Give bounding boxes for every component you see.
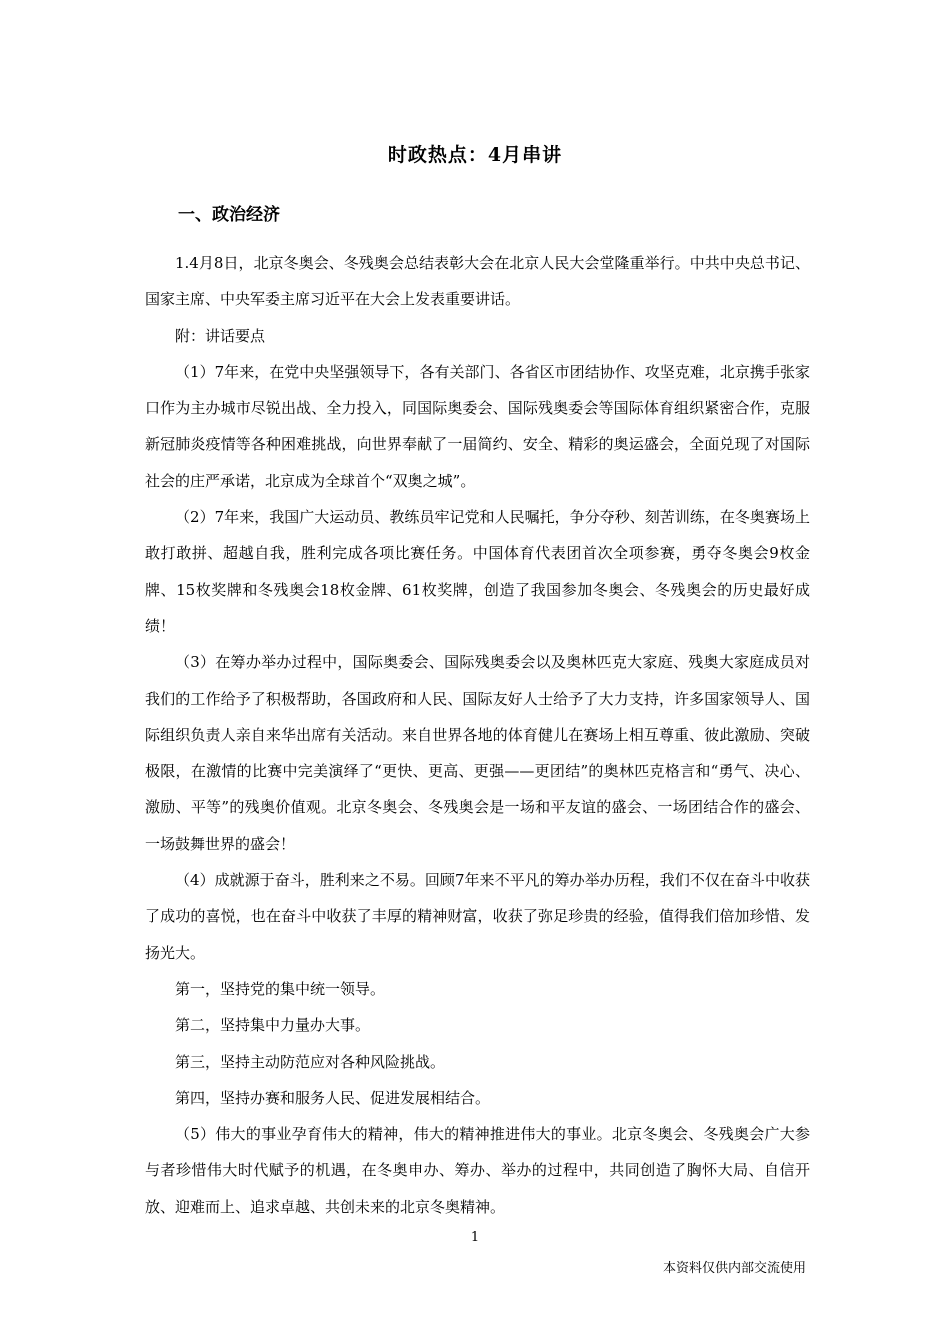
document-body	[145, 245, 810, 1225]
page-title: 时政热点：4月串讲	[387, 144, 563, 166]
list-item-fourth: 第四，坚持办赛和服务人民、促进发展相结合。	[175, 1088, 491, 1107]
list-item-second: 第二，坚持集中力量办大事。	[175, 1016, 371, 1035]
paragraph-appendix-label: 附：讲话要点	[175, 326, 266, 345]
section-heading: 一、政治经济	[178, 205, 280, 225]
paragraph-point-1: （1）7年来，在党中央坚强领导下，各有关部门、各省区市团结协作、攻坚克难，北京携手张家口作为主办城市尽锐出战、全力投入，同国际奥委会、国际残奥委会等国际体育组织紧密合作，克服新冠肺炎疫情等各种困难挑战，向世界奉献了一届简约、安全、精彩的奥运盛会，全面兑现了对国际社会的庄严承诺，北京成为全球首个“双奥之城”。	[145, 362, 810, 490]
paragraph-point-5: （5）伟大的事业孕育伟大的精神，伟大的精神推进伟大的事业。北京冬奥会、冬残奥会广大参与者珍惜伟大时代赋予的机遇，在冬奥申办、筹办、举办的过程中，共同创造了胸怀大局、自信开放、迎难而上、追求卓越、共创未来的北京冬奥精神。	[145, 1125, 810, 1216]
page-number: 1	[470, 1230, 480, 1245]
paragraph-point-2: （2）7年来，我国广大运动员、教练员牢记党和人民嘱托，争分夺秒、刻苦训练，在冬奥赛场上敢打敢拼、超越自我，胜利完成各项比赛任务。中国体育代表团首次全项参赛，勇夺冬奥会9枚金牌、15枚奖牌和冬残奥会18枚金牌、61枚奖牌，创造了我国参加冬奥会、冬残奥会的历史最好成绩！	[145, 508, 810, 635]
list-item-third: 第三，坚持主动防范应对各种风险挑战。	[175, 1052, 446, 1071]
footer-note: 本资料仅供内部交流使用	[662, 1261, 806, 1276]
list-item-first: 第一，坚持党的集中统一领导。	[175, 979, 386, 998]
paragraph-point-3: （3）在筹办举办过程中，国际奥委会、国际残奥委会以及奥林匹克大家庭、残奥大家庭成员对我们的工作给予了积极帮助，各国政府和人民、国际友好人士给予了大力支持，许多国家领导人、国际组织负责人亲自来华出席有关活动。来自世界各地的体育健儿在赛场上相互尊重、彼此激励、突破极限，在激情的比赛中完美演绎了“更快、更高、更强——更团结”的奥林匹克格言和“勇气、决心、激励、平等”的残奥价值观。北京冬奥会、冬残奥会是一场和平友谊的盛会、一场团结合作的盛会、一场鼓舞世界的盛会！	[145, 653, 810, 853]
paragraph-intro: 1.4月8日，北京冬奥会、冬残奥会总结表彰大会在北京人民大会堂隆重举行。中共中央总书记、国家主席、中央军委主席习近平在大会上发表重要讲话。	[145, 254, 810, 309]
paragraph-point-4: （4）成就源于奋斗，胜利来之不易。回顾7年来不平凡的筹办举办历程，我们不仅在奋斗中收获了成功的喜悦，也在奋斗中收获了丰厚的精神财富，收获了弥足珍贵的经验，值得我们倍加珍惜、发扬光大。	[145, 871, 810, 962]
